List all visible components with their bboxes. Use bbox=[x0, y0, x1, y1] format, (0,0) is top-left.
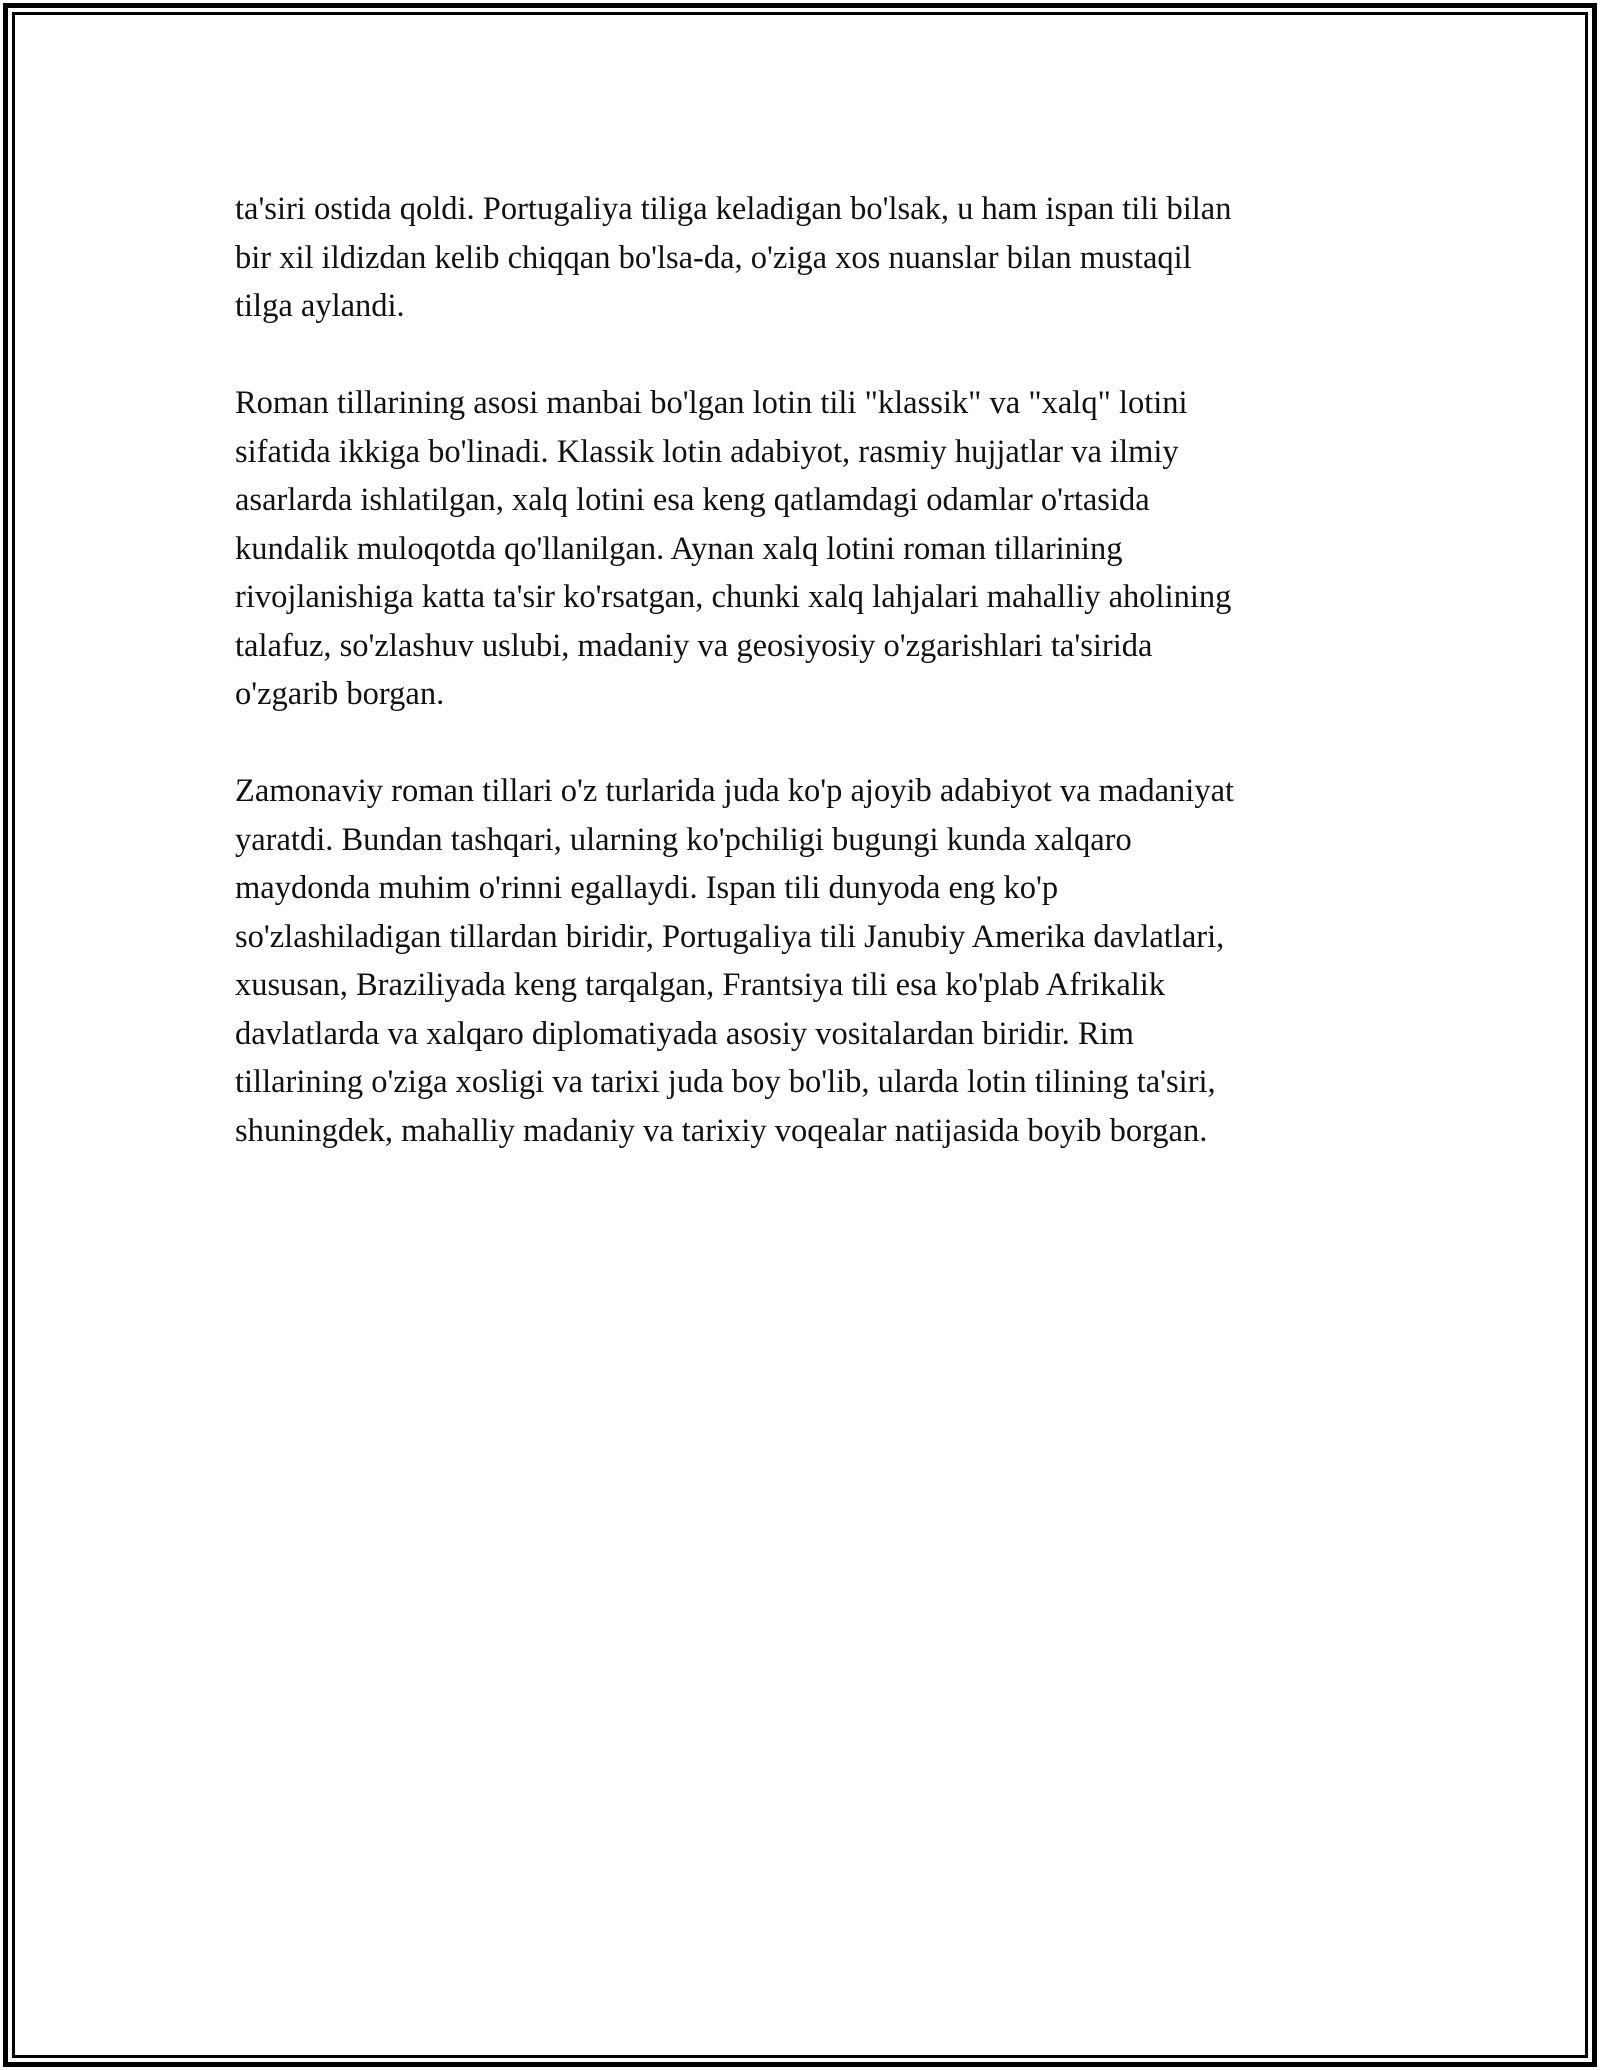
document-body bbox=[235, 185, 1375, 1204]
paragraph-1: ta'siri ostida qoldi. Portugaliya tiliga keladigan bo'lsak, u ham ispan tili bilan bir xil ildizdan kelib chiqqan bo'lsa-da, o'ziga xos nuanslar bilan mustaqil tilga aylandi. bbox=[235, 191, 1232, 324]
paragraph-3: Zamonaviy roman tillari o'z turlarida juda ko'p ajoyib adabiyot va madaniyat yaratdi. Bundan tashqari, ularning ko'pchiligi bugungi kunda xalqaro maydonda muhim o'rinni egallaydi. Ispan tili dunyoda eng ko'p so'zlashiladigan tillardan biridir, Portugaliya tili Janubiy Amerika davlatlari, xususan, Braziliyada keng tarqalgan, Frantsiya tili esa ko'plab Afrikalik davlatlarda va xalqaro diplomatiyada asosiy vositalardan biridir. Rim tillarining o'ziga xosligi va tarixi juda boy bo'lib, ularda lotin tilining ta'siri, shuningdek, mahalliy madaniy va tarixiy voqealar natijasida boyib borgan. bbox=[235, 773, 1235, 1149]
paragraph-2: Roman tillarining asosi manbai bo'lgan lotin tili "klassik" va "xalq" lotini sifatida ikkiga bo'linadi. Klassik lotin adabiyot, rasmiy hujjatlar va ilmiy asarlarda ishlatilgan, xalq lotini esa keng qatlamdagi odamlar o'rtasida kundalik muloqotda qo'llanilgan. Aynan xalq lotini roman tillarining rivojlanishiga katta ta'sir ko'rsatgan, chunki xalq lahjalari mahalliy aholining talafuz, so'zlashuv uslubi, madaniy va geosiyosiy o'zgarishlari ta'sirida o'zgarib borgan. bbox=[235, 385, 1232, 712]
